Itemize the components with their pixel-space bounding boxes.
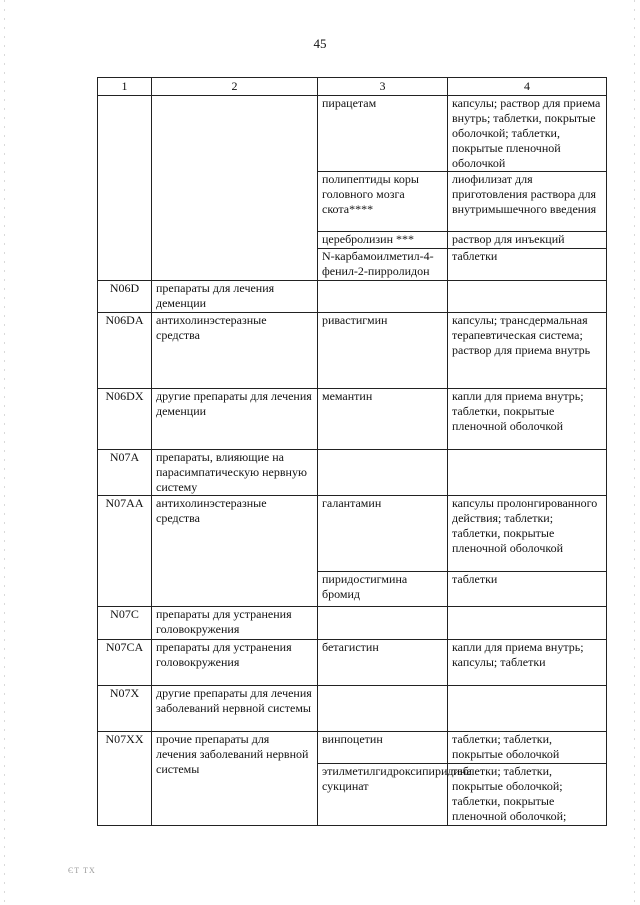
code-cell: N07A bbox=[98, 450, 152, 496]
left-edge-artifact bbox=[4, 0, 5, 905]
drug-table bbox=[97, 77, 607, 826]
code-cell: N07XX bbox=[98, 732, 152, 826]
code-cell: N07AA bbox=[98, 496, 152, 607]
drug-name-cell: этилметилгидроксипиридина сукцинат bbox=[318, 764, 448, 826]
dosage-form-cell: таблетки; таблетки, покрытые оболочкой; таблетки, покрытые пленочной оболочкой; bbox=[448, 764, 607, 826]
dosage-form-cell: таблетки bbox=[448, 249, 607, 281]
page-number: 45 bbox=[313, 36, 327, 51]
group-cell: препараты для лечения деменции bbox=[152, 281, 318, 313]
drug-name-cell: пиридостигмина бромид bbox=[318, 572, 448, 607]
dosage-form-cell: капсулы; трансдермальная терапевтическая система; раствор для приема внутрь bbox=[448, 313, 607, 389]
drug-name-cell: ривастигмин bbox=[318, 313, 448, 389]
dosage-form-cell: капсулы; раствор для приема внутрь; таблетки, покрытые оболочкой; таблетки, покрытые пленочной оболочкой bbox=[448, 96, 607, 172]
dosage-form-cell: лиофилизат для приготовления раствора для внутримышечного введения bbox=[448, 172, 607, 232]
table-row bbox=[98, 686, 607, 732]
dosage-form-cell bbox=[448, 607, 607, 640]
drug-name-cell: винпоцетин bbox=[318, 732, 448, 764]
dosage-form-cell: капсулы пролонгированного действия; таблетки; таблетки, покрытые пленочной оболочкой bbox=[448, 496, 607, 572]
drug-name-cell: N-карбамоилметил-4-фенил-2-пирролидон bbox=[318, 249, 448, 281]
drug-name-cell bbox=[318, 607, 448, 640]
group-cell: прочие препараты для лечения заболеваний нервной системы bbox=[152, 732, 318, 826]
drug-name-cell bbox=[318, 281, 448, 313]
drug-name-cell bbox=[318, 450, 448, 496]
group-cell: другие препараты для лечения заболеваний нервной системы bbox=[152, 686, 318, 732]
drug-name-cell: мемантин bbox=[318, 389, 448, 450]
dosage-form-cell bbox=[448, 686, 607, 732]
dosage-form-cell: таблетки; таблетки, покрытые оболочкой bbox=[448, 732, 607, 764]
group-cell: другие препараты для лечения деменции bbox=[152, 389, 318, 450]
code-cell: N06D bbox=[98, 281, 152, 313]
group-cell: антихолинэстеразные средства bbox=[152, 496, 318, 607]
dosage-form-cell: капли для приема внутрь; таблетки, покрытые пленочной оболочкой bbox=[448, 389, 607, 450]
dosage-form-cell: капли для приема внутрь; капсулы; таблетки bbox=[448, 640, 607, 686]
drug-name-cell: полипептиды коры головного мозга скота**** bbox=[318, 172, 448, 232]
group-cell: препараты для устранения головокружения bbox=[152, 607, 318, 640]
group-cell: антихолинэстеразные средства bbox=[152, 313, 318, 389]
table-header-row bbox=[98, 78, 607, 96]
dosage-form-cell: раствор для инъекций bbox=[448, 232, 607, 249]
drug-name-cell: бетагистин bbox=[318, 640, 448, 686]
drug-name-cell: пирацетам bbox=[318, 96, 448, 172]
group-cell bbox=[152, 96, 318, 281]
code-cell: N06DA bbox=[98, 313, 152, 389]
table-row bbox=[98, 96, 607, 172]
header-col-1: 1 bbox=[98, 78, 152, 96]
code-cell: N06DX bbox=[98, 389, 152, 450]
code-cell bbox=[98, 96, 152, 281]
table-row bbox=[98, 450, 607, 496]
drug-name-cell: церебролизин *** bbox=[318, 232, 448, 249]
code-cell: N07C bbox=[98, 607, 152, 640]
right-edge-artifact bbox=[634, 0, 635, 905]
table-row bbox=[98, 281, 607, 313]
header-col-3: 3 bbox=[318, 78, 448, 96]
table-row bbox=[98, 496, 607, 572]
table-row bbox=[98, 732, 607, 764]
scan-corner-mark: ЄТ ТХ bbox=[68, 866, 96, 875]
group-cell: препараты, влияющие на парасимпатическую нервную систему bbox=[152, 450, 318, 496]
code-cell: N07X bbox=[98, 686, 152, 732]
dosage-form-cell: таблетки bbox=[448, 572, 607, 607]
dosage-form-cell bbox=[448, 281, 607, 313]
code-cell: N07CA bbox=[98, 640, 152, 686]
drug-name-cell: галантамин bbox=[318, 496, 448, 572]
table-row bbox=[98, 313, 607, 389]
header-col-4: 4 bbox=[448, 78, 607, 96]
group-cell: препараты для устранения головокружения bbox=[152, 640, 318, 686]
header-col-2: 2 bbox=[152, 78, 318, 96]
table-row bbox=[98, 640, 607, 686]
dosage-form-cell bbox=[448, 450, 607, 496]
table-row bbox=[98, 389, 607, 450]
drug-name-cell bbox=[318, 686, 448, 732]
table-row bbox=[98, 607, 607, 640]
